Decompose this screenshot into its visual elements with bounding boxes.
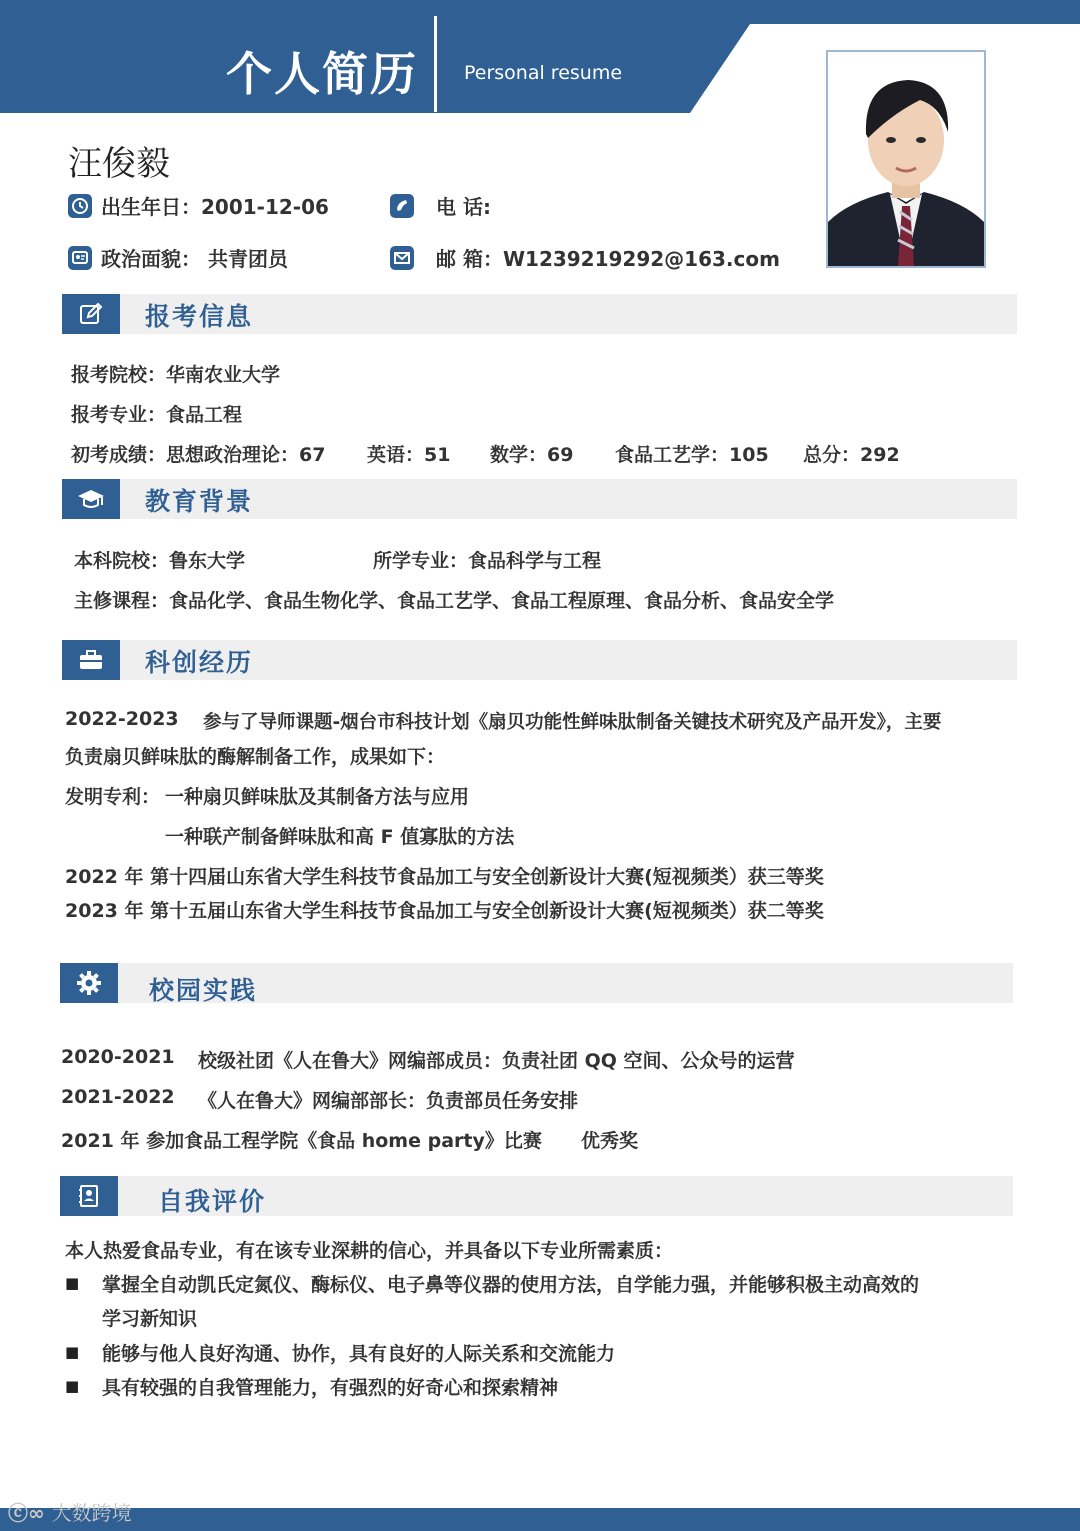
patent-item: 一种联产制备鲜味肽和高 F 值寡肽的方法 <box>165 826 515 848</box>
section-title: 报考信息 <box>145 302 254 331</box>
undergrad-major: 所学专业：食品科学与工程 <box>373 550 602 572</box>
section-title: 教育背景 <box>145 487 254 516</box>
application-school: 报考院校：华南农业大学 <box>71 364 281 386</box>
edit-icon <box>62 294 120 334</box>
briefcase-icon <box>62 640 120 680</box>
resume-subtitle: Personal resume <box>464 62 623 84</box>
watermark <box>8 1497 132 1526</box>
birth-date: 出生年日：2001-12-06 <box>101 195 329 219</box>
political-status: 政治面貌： 共青团员 <box>101 247 288 271</box>
main-courses: 主修课程：食品化学、食品生物化学、食品工艺学、食品工程原理、食品分析、食品安全学 <box>74 590 835 612</box>
section-education <box>62 479 1017 519</box>
bullet-icon: ■ <box>65 1343 80 1361</box>
gear-icon <box>60 963 118 1003</box>
undergrad-school: 本科院校：鲁东大学 <box>74 550 246 572</box>
award-item: 2023 年 第十五届山东省大学生科技节食品加工与安全创新设计大赛(短视频类）获二等奖 <box>65 900 824 922</box>
score-math: 数学：69 <box>490 444 574 466</box>
resume-title: 个人简历 <box>226 47 418 101</box>
mail-icon <box>390 246 414 270</box>
research-year: 2022-2023 <box>65 708 179 730</box>
self-point: 具有较强的自我管理能力，有强烈的好奇心和探索精神 <box>102 1377 559 1399</box>
bullet-icon: ■ <box>65 1274 80 1292</box>
patent-item: 一种扇贝鲜味肽及其制备方法与应用 <box>165 786 470 808</box>
self-point: 能够与他人良好沟通、协作，具有良好的人际关系和交流能力 <box>102 1343 616 1365</box>
campus-award: 优秀奖 <box>581 1130 639 1152</box>
campus-activity: 《人在鲁大》网编部部长：负责部员任务安排 <box>198 1090 579 1112</box>
section-title: 校园实践 <box>149 976 258 1005</box>
graduation-cap-icon <box>62 479 120 519</box>
contact-book-icon <box>60 1176 118 1216</box>
phone-icon <box>390 194 414 218</box>
campus-year: 2021-2022 <box>61 1086 175 1108</box>
application-major: 报考专业：食品工程 <box>71 404 243 426</box>
score-politics: 初考成绩：思想政治理论：67 <box>71 444 326 466</box>
award-item: 2022 年 第十四届山东省大学生科技节食品加工与安全创新设计大赛(短视频类）获三等奖 <box>65 866 824 888</box>
person-name: 汪俊毅 <box>68 144 170 184</box>
profile-photo <box>826 50 986 268</box>
bullet-icon: ■ <box>65 1377 80 1395</box>
footer-band <box>0 1508 1080 1531</box>
watermark-logo-icon: ⓒ∞ <box>8 1501 52 1525</box>
section-title: 科创经历 <box>145 648 254 677</box>
patent-label: 发明专利： <box>65 786 161 808</box>
title-divider <box>434 16 437 112</box>
campus-year: 2020-2021 <box>61 1046 175 1068</box>
section-application <box>62 294 1017 334</box>
self-point-cont: 学习新知识 <box>102 1308 198 1330</box>
clock-icon <box>68 194 92 218</box>
self-intro: 本人热爱食品专业，有在该专业深耕的信心，并具备以下专业所需素质： <box>65 1240 674 1262</box>
person-portrait-icon <box>828 52 984 266</box>
research-description: 参与了导师课题-烟台市科技计划《扇贝功能性鲜味肽制备关键技术研究及产品开发》，主要 <box>203 712 942 733</box>
section-self-evaluation <box>60 1176 1013 1216</box>
score-english: 英语：51 <box>367 444 451 466</box>
campus-activity: 校级社团《人在鲁大》网编部成员：负责社团 QQ 空间、公众号的运营 <box>198 1050 795 1072</box>
section-title: 自我评价 <box>158 1187 267 1216</box>
phone-label: 电 话: <box>436 195 491 219</box>
section-campus <box>60 963 1013 1003</box>
score-food-tech: 食品工艺学：105 <box>615 444 769 466</box>
self-point: 掌握全自动凯氏定氮仪、酶标仪、电子鼻等仪器的使用方法，自学能力强，并能够积极主动高效的 <box>102 1274 920 1296</box>
id-card-icon <box>68 246 92 270</box>
section-research <box>62 640 1017 680</box>
watermark-text: 大数跨境 <box>51 1501 132 1525</box>
research-description-cont: 负责扇贝鲜味肽的酶解制备工作，成果如下： <box>65 746 446 768</box>
score-total: 总分：292 <box>803 444 900 466</box>
campus-activity: 2021 年 参加食品工程学院《食品 home party》比赛 <box>61 1130 542 1152</box>
email-address: 邮 箱：W1239219292@163.com <box>436 247 780 271</box>
